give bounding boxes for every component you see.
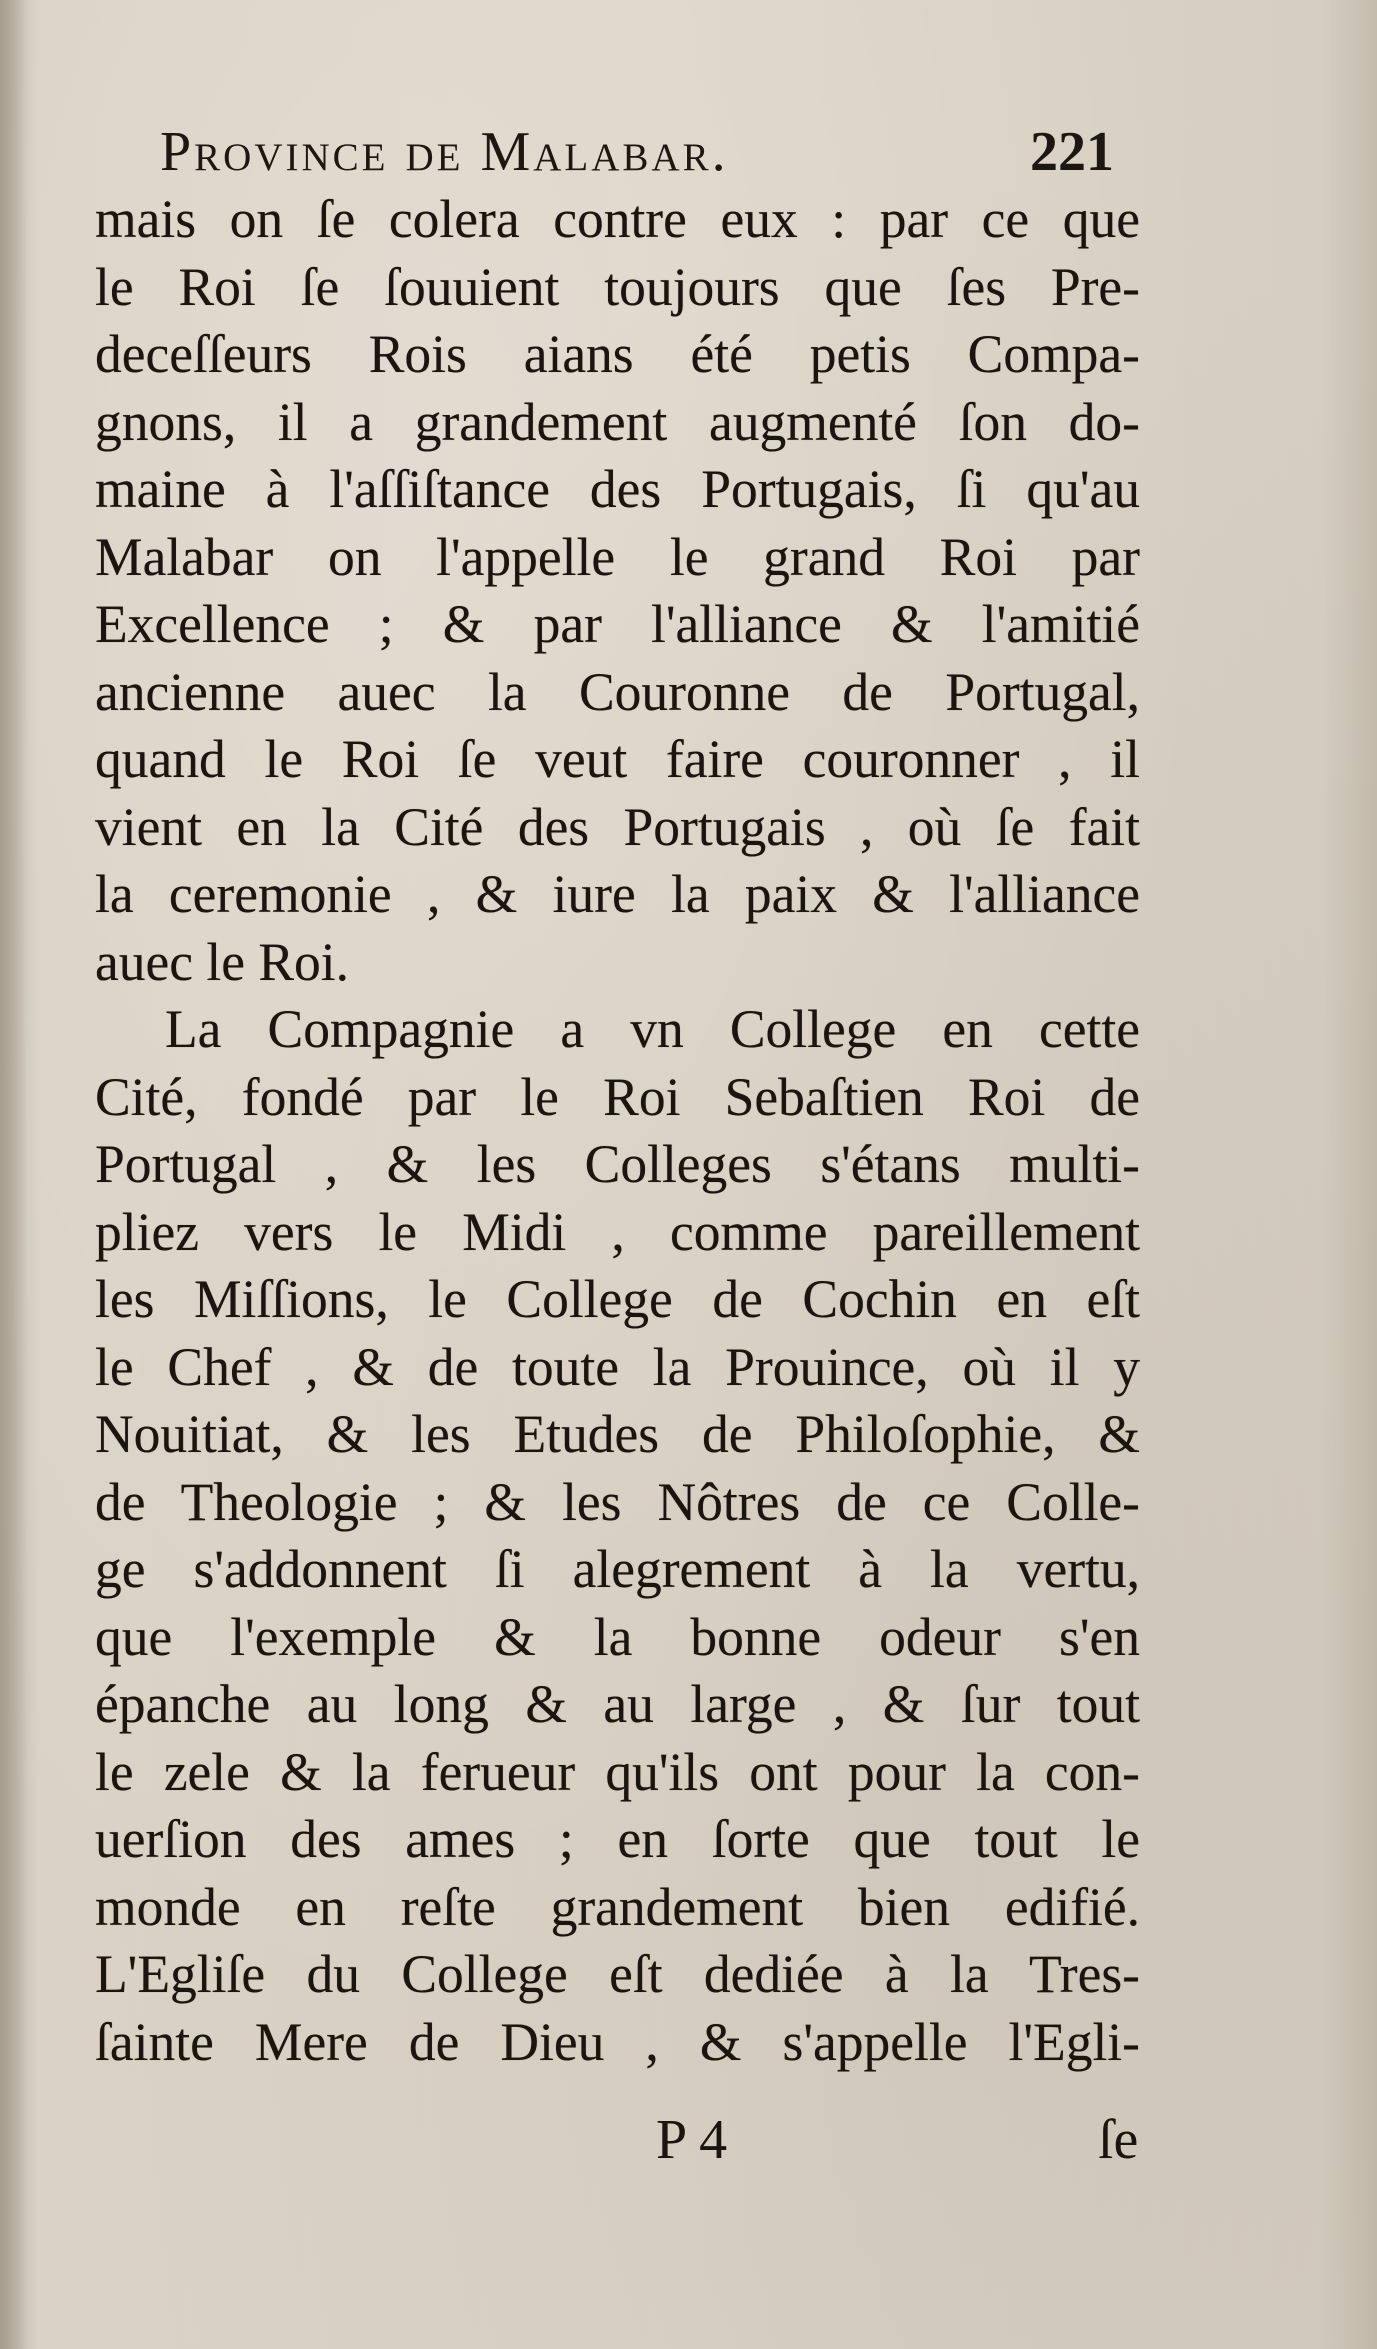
text-line: monde en reſte grandement bien edifié. (95, 1876, 1140, 1937)
running-head (0, 112, 1377, 192)
text-line: mais on ſe colera contre eux : par ce que (95, 189, 1140, 249)
text-line: Cité, fondé par le Roi Sebaſtien Roi de (95, 1066, 1140, 1127)
text-line: quand le Roi ſe veut faire couronner , il (95, 729, 1140, 789)
text-line: les Miſſions, le College de Cochin en eſt (95, 1269, 1140, 1329)
text-line: Nouitiat, & les Etudes de Philoſophie, & (95, 1404, 1140, 1464)
text-line: L'Egliſe du College eſt dediée à la Tres- (95, 1944, 1140, 2004)
text-line: maine à l'aſſiſtance des Portugais, ſi qu'au (95, 459, 1140, 519)
text-line: deceſſeurs Rois aians été petis Compa- (95, 324, 1140, 384)
text-line: auec le Roi. (95, 931, 350, 992)
text-line: ancienne auec la Couronne de Portugal, (95, 661, 1140, 722)
text-line: gnons, il a grandement augmenté ſon do- (95, 391, 1140, 452)
text-line: que l'exemple & la bonne odeur s'en (95, 1606, 1140, 1667)
text-line: le Roi ſe ſouuient toujours que ſes Pre- (95, 256, 1140, 317)
text-line: le zele & la ferueur qu'ils ont pour la con- (95, 1741, 1140, 1802)
text-line: ſainte Mere de Dieu , & s'appelle l'Egli- (95, 2011, 1140, 2072)
text-line: ge s'addonnent ſi alegrement à la vertu, (95, 1539, 1140, 1599)
text-line: pliez vers le Midi , comme pareillement (95, 1201, 1140, 1262)
text-line: de Theologie ; & les Nôtres de ce Colle- (95, 1471, 1140, 1532)
page-edge-shadow (0, 0, 28, 2349)
text-line: la ceremonie , & iure la paix & l'alliance (95, 864, 1140, 924)
signature-mark: P 4 (656, 2109, 728, 2171)
catchword: ſe (1098, 2109, 1139, 2171)
text-line: Malabar on l'appelle le grand Roi par (95, 526, 1140, 587)
text-line: Excellence ; & par l'alliance & l'amitié (95, 594, 1140, 654)
text-line: épanche au long & au large , & ſur tout (95, 1674, 1140, 1734)
text-line: La Compagnie a vn College en cette (165, 999, 1140, 1059)
text-line: Portugal , & les Colleges s'étans multi- (95, 1134, 1140, 1194)
body-text (95, 186, 1140, 2076)
page-footer (0, 2100, 1377, 2180)
text-line: uerſion des ames ; en ſorte que tout le (95, 1809, 1140, 1869)
text-line: vient en la Cité des Portugais , où ſe fait (95, 796, 1140, 857)
running-head-title: Province de Malabar. (160, 121, 729, 183)
text-line: le Chef , & de toute la Prouince, où il y (95, 1336, 1140, 1397)
page-number: 221 (1030, 121, 1114, 183)
